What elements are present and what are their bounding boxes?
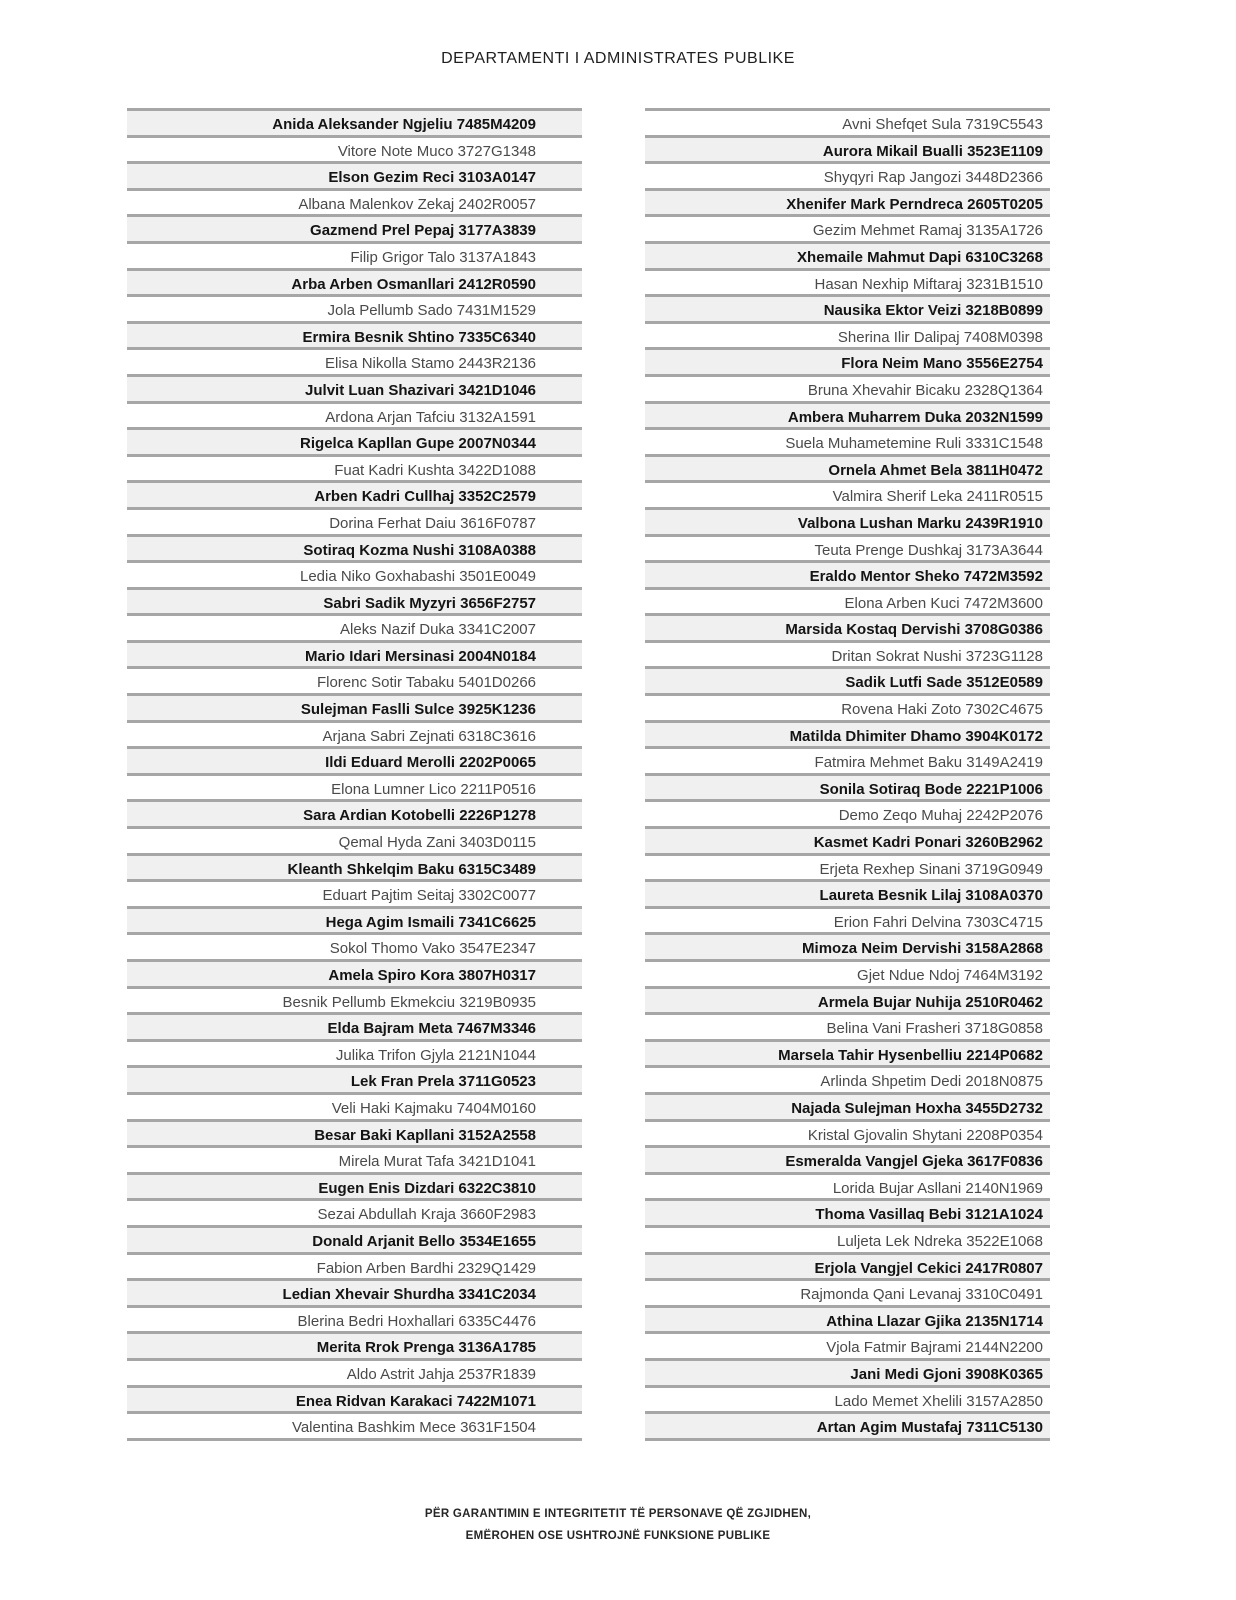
- list-item: Belina Vani Frasheri 3718G0858: [645, 1012, 1050, 1039]
- list-item: Sonila Sotiraq Bode 2221P1006: [645, 773, 1050, 800]
- list-item: Elda Bajram Meta 7467M3346: [127, 1012, 582, 1039]
- list-item: Enea Ridvan Karakaci 7422M1071: [127, 1385, 582, 1412]
- list-item: Nausika Ektor Veizi 3218B0899: [645, 294, 1050, 321]
- list-item: Qemal Hyda Zani 3403D0115: [127, 826, 582, 853]
- list-item: Arba Arben Osmanllari 2412R0590: [127, 268, 582, 295]
- list-item: Fabion Arben Bardhi 2329Q1429: [127, 1252, 582, 1279]
- list-item: Elson Gezim Reci 3103A0147: [127, 161, 582, 188]
- list-item: Elona Lumner Lico 2211P0516: [127, 773, 582, 800]
- list-item: Gjet Ndue Ndoj 7464M3192: [645, 959, 1050, 986]
- list-item: Fatmira Mehmet Baku 3149A2419: [645, 746, 1050, 773]
- list-item: Flora Neim Mano 3556E2754: [645, 347, 1050, 374]
- list-item: Gazmend Prel Pepaj 3177A3839: [127, 214, 582, 241]
- list-item: Demo Zeqo Muhaj 2242P2076: [645, 799, 1050, 826]
- list-item: Avni Shefqet Sula 7319C5543: [645, 108, 1050, 135]
- list-item: Besar Baki Kapllani 3152A2558: [127, 1119, 582, 1146]
- list-item: Florenc Sotir Tabaku 5401D0266: [127, 666, 582, 693]
- list-item: Laureta Besnik Lilaj 3108A0370: [645, 879, 1050, 906]
- list-item: Thoma Vasillaq Bebi 3121A1024: [645, 1198, 1050, 1225]
- list-item: Sherina Ilir Dalipaj 7408M0398: [645, 321, 1050, 348]
- list-item: Ardona Arjan Tafciu 3132A1591: [127, 401, 582, 428]
- list-item: Aurora Mikail Bualli 3523E1109: [645, 135, 1050, 162]
- list-item: Ildi Eduard Merolli 2202P0065: [127, 746, 582, 773]
- list-item: Julika Trifon Gjyla 2121N1044: [127, 1039, 582, 1066]
- list-item: Elona Arben Kuci 7472M3600: [645, 587, 1050, 614]
- list-item: Ornela Ahmet Bela 3811H0472: [645, 454, 1050, 481]
- list-item: Najada Sulejman Hoxha 3455D2732: [645, 1092, 1050, 1119]
- list-item: Xhenifer Mark Perndreca 2605T0205: [645, 188, 1050, 215]
- list-item: Albana Malenkov Zekaj 2402R0057: [127, 188, 582, 215]
- list-item: Eduart Pajtim Seitaj 3302C0077: [127, 879, 582, 906]
- list-item: Shyqyri Rap Jangozi 3448D2366: [645, 161, 1050, 188]
- list-item: Vitore Note Muco 3727G1348: [127, 135, 582, 162]
- list-item: Dorina Ferhat Daiu 3616F0787: [127, 507, 582, 534]
- list-item: Lorida Bujar Asllani 2140N1969: [645, 1172, 1050, 1199]
- list-item: Vjola Fatmir Bajrami 2144N2200: [645, 1331, 1050, 1358]
- list-item: Sulejman Faslli Sulce 3925K1236: [127, 693, 582, 720]
- list-item: Hega Agim Ismaili 7341C6625: [127, 906, 582, 933]
- list-item: Xhemaile Mahmut Dapi 6310C3268: [645, 241, 1050, 268]
- list-item: Besnik Pellumb Ekmekciu 3219B0935: [127, 986, 582, 1013]
- list-item: Julvit Luan Shazivari 3421D1046: [127, 374, 582, 401]
- list-item: Valbona Lushan Marku 2439R1910: [645, 507, 1050, 534]
- list-item: Arben Kadri Cullhaj 3352C2579: [127, 480, 582, 507]
- list-item: Sadik Lutfi Sade 3512E0589: [645, 666, 1050, 693]
- list-item: Suela Muhametemine Ruli 3331C1548: [645, 427, 1050, 454]
- list-item: Luljeta Lek Ndreka 3522E1068: [645, 1225, 1050, 1252]
- list-item: Matilda Dhimiter Dhamo 3904K0172: [645, 720, 1050, 747]
- list-item: Mario Idari Mersinasi 2004N0184: [127, 640, 582, 667]
- list-item: Veli Haki Kajmaku 7404M0160: [127, 1092, 582, 1119]
- list-item: Ermira Besnik Shtino 7335C6340: [127, 321, 582, 348]
- list-item: Ambera Muharrem Duka 2032N1599: [645, 401, 1050, 428]
- list-item: Rigelca Kapllan Gupe 2007N0344: [127, 427, 582, 454]
- list-item: Athina Llazar Gjika 2135N1714: [645, 1305, 1050, 1332]
- list-item: Armela Bujar Nuhija 2510R0462: [645, 986, 1050, 1013]
- list-item: Kristal Gjovalin Shytani 2208P0354: [645, 1119, 1050, 1146]
- right-name-list: [645, 108, 1050, 1441]
- list-item: Mimoza Neim Dervishi 3158A2868: [645, 932, 1050, 959]
- list-item: Sezai Abdullah Kraja 3660F2983: [127, 1198, 582, 1225]
- list-item: Aldo Astrit Jahja 2537R1839: [127, 1358, 582, 1385]
- list-item: Jola Pellumb Sado 7431M1529: [127, 294, 582, 321]
- list-item: Rajmonda Qani Levanaj 3310C0491: [645, 1278, 1050, 1305]
- list-item: Ledia Niko Goxhabashi 3501E0049: [127, 560, 582, 587]
- list-item: Marsida Kostaq Dervishi 3708G0386: [645, 613, 1050, 640]
- footer-note-line-2: EMËROHEN OSE USHTROJNË FUNKSIONE PUBLIKE: [465, 1530, 771, 1543]
- list-item: Gezim Mehmet Ramaj 3135A1726: [645, 214, 1050, 241]
- list-item: Rovena Haki Zoto 7302C4675: [645, 693, 1050, 720]
- list-item: Merita Rrok Prenga 3136A1785: [127, 1331, 582, 1358]
- list-item: Arjana Sabri Zejnati 6318C3616: [127, 720, 582, 747]
- list-item: Donald Arjanit Bello 3534E1655: [127, 1225, 582, 1252]
- list-item: Jani Medi Gjoni 3908K0365: [645, 1358, 1050, 1385]
- list-item: Erion Fahri Delvina 7303C4715: [645, 906, 1050, 933]
- list-item: Fuat Kadri Kushta 3422D1088: [127, 454, 582, 481]
- list-item: Artan Agim Mustafaj 7311C5130: [645, 1411, 1050, 1438]
- list-item: Elisa Nikolla Stamo 2443R2136: [127, 347, 582, 374]
- list-item: Hasan Nexhip Miftaraj 3231B1510: [645, 268, 1050, 295]
- footer-note: [0, 1503, 1236, 1548]
- list-item: Esmeralda Vangjel Gjeka 3617F0836: [645, 1145, 1050, 1172]
- list-item: Blerina Bedri Hoxhallari 6335C4476: [127, 1305, 582, 1332]
- list-item: Valentina Bashkim Mece 3631F1504: [127, 1411, 582, 1438]
- left-name-list: [127, 108, 582, 1441]
- list-item: Bruna Xhevahir Bicaku 2328Q1364: [645, 374, 1050, 401]
- list-item: Erjola Vangjel Cekici 2417R0807: [645, 1252, 1050, 1279]
- list-item: Sara Ardian Kotobelli 2226P1278: [127, 799, 582, 826]
- list-item: Erjeta Rexhep Sinani 3719G0949: [645, 853, 1050, 880]
- list-item: Arlinda Shpetim Dedi 2018N0875: [645, 1065, 1050, 1092]
- list-item: Kasmet Kadri Ponari 3260B2962: [645, 826, 1050, 853]
- footer-note-line-1: PËR GARANTIMIN E INTEGRITETIT TË PERSONAVE QË ZGJIDHEN,: [424, 1508, 812, 1520]
- list-item: Valmira Sherif Leka 2411R0515: [645, 480, 1050, 507]
- list-item: Marsela Tahir Hysenbelliu 2214P0682: [645, 1039, 1050, 1066]
- list-item: Mirela Murat Tafa 3421D1041: [127, 1145, 582, 1172]
- list-item: Anida Aleksander Ngjeliu 7485M4209: [127, 108, 582, 135]
- list-item: Eraldo Mentor Sheko 7472M3592: [645, 560, 1050, 587]
- list-item: Lek Fran Prela 3711G0523: [127, 1065, 582, 1092]
- page-title: DEPARTAMENTI I ADMINISTRATES PUBLIKE: [441, 50, 795, 67]
- list-item: Sotiraq Kozma Nushi 3108A0388: [127, 534, 582, 561]
- list-item: Sokol Thomo Vako 3547E2347: [127, 932, 582, 959]
- list-item: Filip Grigor Talo 3137A1843: [127, 241, 582, 268]
- list-item: Dritan Sokrat Nushi 3723G1128: [645, 640, 1050, 667]
- list-item: Aleks Nazif Duka 3341C2007: [127, 613, 582, 640]
- list-item: Kleanth Shkelqim Baku 6315C3489: [127, 853, 582, 880]
- list-item: Sabri Sadik Myzyri 3656F2757: [127, 587, 582, 614]
- list-item: Lado Memet Xhelili 3157A2850: [645, 1385, 1050, 1412]
- list-item: Eugen Enis Dizdari 6322C3810: [127, 1172, 582, 1199]
- list-item: Teuta Prenge Dushkaj 3173A3644: [645, 534, 1050, 561]
- list-item: Ledian Xhevair Shurdha 3341C2034: [127, 1278, 582, 1305]
- list-item: Amela Spiro Kora 3807H0317: [127, 959, 582, 986]
